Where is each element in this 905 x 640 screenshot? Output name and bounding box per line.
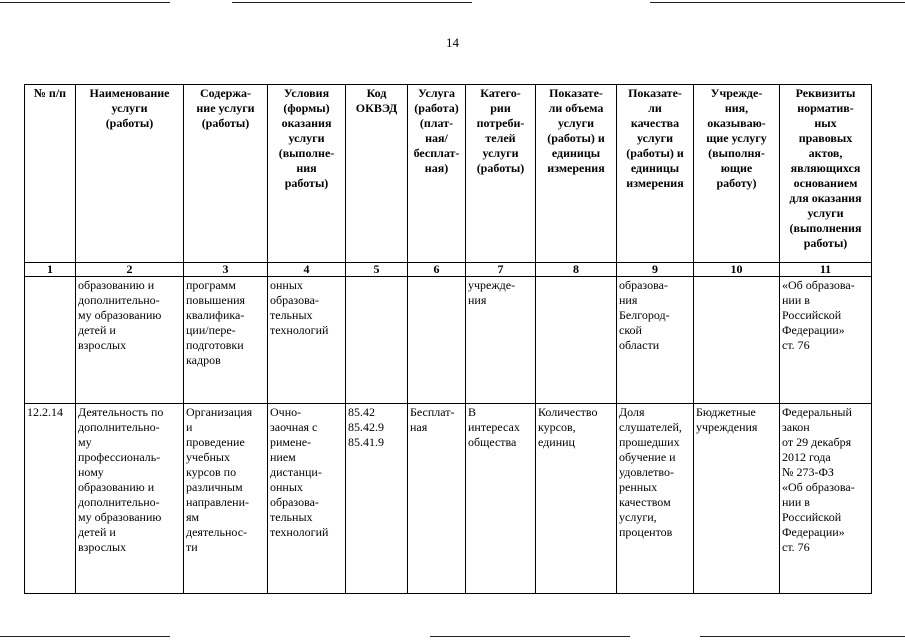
top-rule-middle xyxy=(232,2,472,3)
table-cell xyxy=(346,277,408,404)
header-cell: Катего- рии потреби- телей услуги (работы) xyxy=(466,85,536,263)
table-row xyxy=(25,404,872,594)
table-cell: Организация и проведение учебных курсов по различным направлени- ям деятельнос- ти xyxy=(184,404,268,594)
column-number: 9 xyxy=(617,263,694,277)
table-cell: Деятельность по дополнительно- му профессиональ- ному образованию и дополнительно- му образованию детей и взрослых xyxy=(76,404,184,594)
table-cell: Доля слушателей, прошедших обучение и удовлетво- ренных качеством услуги, процентов xyxy=(617,404,694,594)
column-number: 5 xyxy=(346,263,408,277)
header-cell: Показате- ли объема услуги (работы) и единицы измерения xyxy=(536,85,617,263)
column-number: 4 xyxy=(268,263,346,277)
column-number: 3 xyxy=(184,263,268,277)
header-cell: Содержа- ние услуги (работы) xyxy=(184,85,268,263)
column-number: 1 xyxy=(25,263,76,277)
header-cell: Реквизиты норматив- ных правовых актов, являющихся основанием для оказания услуги (выполнения работы) xyxy=(780,85,872,263)
bottom-rule-middle xyxy=(430,636,630,637)
table-cell: Количество курсов, единиц xyxy=(536,404,617,594)
column-number: 8 xyxy=(536,263,617,277)
table-cell: Бюджетные учреждения xyxy=(694,404,780,594)
header-cell: Учрежде- ния, оказываю- щие услугу (выполня- ющие работу) xyxy=(694,85,780,263)
header-cell: Наименование услуги (работы) xyxy=(76,85,184,263)
table-cell: 85.42 85.42.9 85.41.9 xyxy=(346,404,408,594)
page-number: 14 xyxy=(446,35,459,50)
table-cell: онных образова- тельных технологий xyxy=(268,277,346,404)
column-number: 7 xyxy=(466,263,536,277)
bottom-rule-right xyxy=(700,636,905,637)
header-cell: № п/п xyxy=(25,85,76,263)
table-cell: программ повышения квалифика- ции/пере- подготовки кадров xyxy=(184,277,268,404)
table-cell: образованию и дополнительно- му образованию детей и взрослых xyxy=(76,277,184,404)
column-number: 2 xyxy=(76,263,184,277)
column-number: 10 xyxy=(694,263,780,277)
table-cell: «Об образова- нии в Российской Федерации» ст. 76 xyxy=(780,277,872,404)
table-cell xyxy=(25,277,76,404)
table-cell: учрежде- ния xyxy=(466,277,536,404)
header-cell: Условия (формы) оказания услуги (выполне- ния работы) xyxy=(268,85,346,263)
table-cell xyxy=(536,277,617,404)
column-number: 6 xyxy=(408,263,466,277)
header-cell: Код ОКВЭД xyxy=(346,85,408,263)
top-rule-left xyxy=(0,2,170,3)
header-cell: Показате- ли качества услуги (работы) и единицы измерения xyxy=(617,85,694,263)
bottom-rule-left xyxy=(0,636,170,637)
table-cell: Бесплат- ная xyxy=(408,404,466,594)
header-cell: Услуга (работа) (плат- ная/ бесплат- ная) xyxy=(408,85,466,263)
top-rule-right xyxy=(650,2,905,3)
table-cell: Очно- заочная с римене- нием дистанци- онных образова- тельных технологий xyxy=(268,404,346,594)
table-cell: образова- ния Белгород- ской области xyxy=(617,277,694,404)
header-row xyxy=(25,85,872,263)
services-table xyxy=(24,84,872,594)
table-cell xyxy=(694,277,780,404)
table-cell: Федеральный закон от 29 декабря 2012 года № 273-ФЗ «Об образова- нии в Российской Федерации» ст. 76 xyxy=(780,404,872,594)
table-row xyxy=(25,277,872,404)
table-cell: В интересах общества xyxy=(466,404,536,594)
column-number-row xyxy=(25,263,872,277)
column-number: 11 xyxy=(780,263,872,277)
table-cell xyxy=(408,277,466,404)
table-cell: 12.2.14 xyxy=(25,404,76,594)
